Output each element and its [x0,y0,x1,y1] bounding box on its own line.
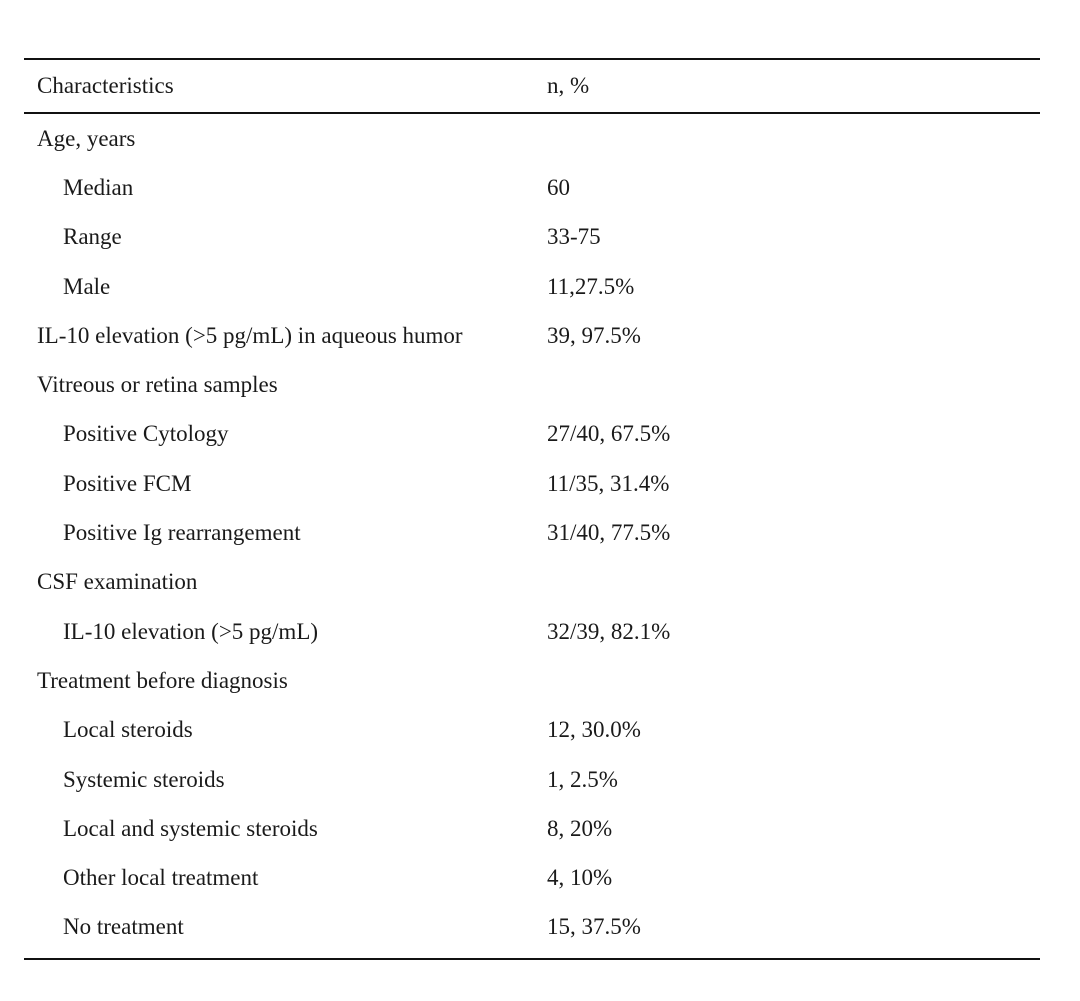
row-value: 4, 10% [547,865,613,891]
row-label: Positive FCM [63,470,192,496]
row-value: 8, 20% [547,815,613,841]
row-label: Positive Cytology [63,421,229,447]
row-label: Median [63,174,134,200]
table-row [24,262,1040,311]
row-value: 11,27.5% [547,273,635,299]
table-row [24,607,1040,656]
table-row [24,360,1040,409]
table-row [24,163,1040,212]
row-label: IL-10 elevation (>5 pg/mL) [63,618,319,644]
row-value: 11/35, 31.4% [547,470,670,496]
table-row [24,804,1040,853]
row-value: 31/40, 77.5% [547,520,671,546]
row-label: Systemic steroids [63,766,225,792]
row-value: 27/40, 67.5% [547,421,671,447]
table-row [24,114,1040,163]
bottom-rule [24,958,1040,960]
row-value: 15, 37.5% [547,914,641,940]
table-header [24,60,1040,112]
table-row [24,213,1040,262]
table-row [24,459,1040,508]
table-row [24,706,1040,755]
table-row [24,656,1040,705]
row-value: 1, 2.5% [547,766,618,792]
row-label: Treatment before diagnosis [37,667,288,693]
row-label: Local and systemic steroids [63,815,318,841]
row-label: Vitreous or retina samples [37,372,278,398]
row-label: Male [63,273,111,299]
row-label: Range [63,224,122,250]
table-row [24,508,1040,557]
table-row [24,410,1040,459]
table-body [24,114,1040,958]
row-value: 32/39, 82.1% [547,618,671,644]
table-row [24,755,1040,804]
table-row [24,558,1040,607]
header-value: n, % [547,73,590,98]
row-value: 12, 30.0% [547,717,641,743]
row-label: No treatment [63,914,184,940]
row-label: Positive Ig rearrangement [63,520,301,546]
table-row [24,311,1040,360]
row-label: CSF examination [37,569,198,595]
row-label: Age, years [37,125,136,151]
table-row [24,853,1040,902]
row-value: 39, 97.5% [547,322,641,348]
row-label: Local steroids [63,717,193,743]
characteristics-table [24,58,1040,960]
table-row [24,903,1040,952]
row-label: Other local treatment [63,865,259,891]
row-value: 33-75 [547,224,601,250]
row-label: IL-10 elevation (>5 pg/mL) in aqueous humor [37,322,463,348]
header-characteristics: Characteristics [37,73,174,98]
row-value: 60 [547,174,570,200]
